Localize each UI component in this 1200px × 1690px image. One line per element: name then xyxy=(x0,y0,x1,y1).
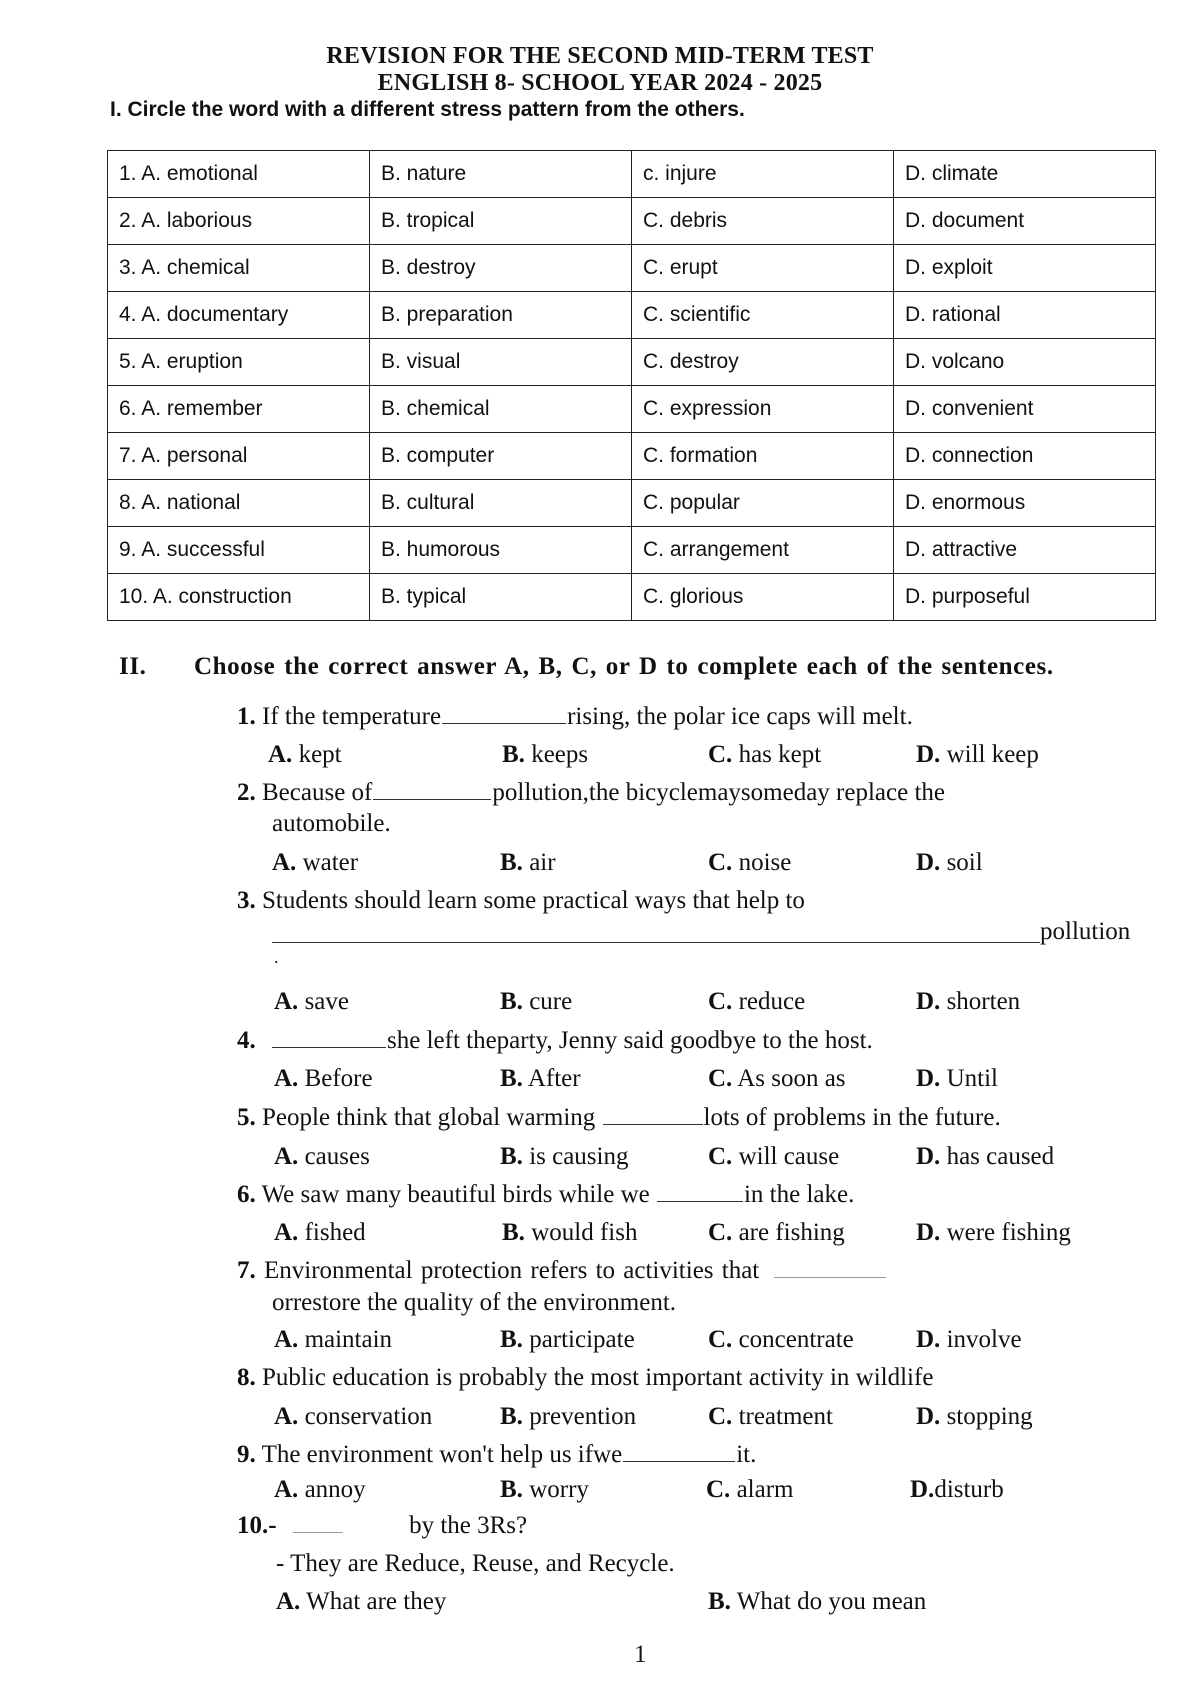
option-c[interactable]: C. noise xyxy=(708,849,792,876)
question-number: 2. xyxy=(237,779,256,806)
option-b[interactable]: B. is causing xyxy=(500,1143,629,1170)
question-8 xyxy=(237,1364,933,1392)
option-c[interactable]: C. has kept xyxy=(708,741,822,768)
option-b[interactable]: B. participate xyxy=(500,1326,635,1353)
question-9 xyxy=(237,1441,756,1469)
option-c[interactable]: C. alarm xyxy=(706,1476,794,1503)
option-a[interactable]: A. annoy xyxy=(274,1476,366,1503)
option-c[interactable]: C. are fishing xyxy=(708,1219,845,1246)
question-5 xyxy=(237,1104,1001,1132)
answer-blank[interactable] xyxy=(373,798,491,800)
option-d[interactable]: D. Until xyxy=(916,1065,998,1092)
table-cell[interactable]: B. computer xyxy=(370,433,632,480)
table-cell[interactable]: 8. A. national xyxy=(108,480,370,527)
question-number: 7. xyxy=(237,1257,256,1284)
option-b[interactable]: B. worry xyxy=(500,1476,589,1503)
option-a[interactable]: A. maintain xyxy=(274,1326,393,1353)
question-10 xyxy=(237,1512,527,1540)
option-b[interactable]: B. What do you mean xyxy=(708,1588,927,1615)
table-cell[interactable]: 1. A. emotional xyxy=(108,151,370,198)
option-a[interactable]: A. fished xyxy=(274,1219,366,1246)
option-d[interactable]: D.disturb xyxy=(910,1476,1004,1503)
question-text: If the temperature xyxy=(262,703,442,730)
question-number: 1. xyxy=(237,703,256,730)
table-cell[interactable]: 5. A. eruption xyxy=(108,339,370,386)
option-d[interactable]: D. has caused xyxy=(916,1143,1055,1170)
option-d[interactable]: D. shorten xyxy=(916,988,1021,1015)
question-text-continued: automobile. xyxy=(272,810,391,837)
table-cell[interactable]: 6. A. remember xyxy=(108,386,370,433)
table-cell[interactable]: c. injure xyxy=(632,151,894,198)
option-a[interactable]: A. conservation xyxy=(274,1403,433,1430)
table-row xyxy=(108,480,1156,527)
table-cell[interactable]: C. arrangement xyxy=(632,527,894,574)
question-text: Environmental protection refers to activities that xyxy=(264,1257,760,1284)
table-row xyxy=(108,339,1156,386)
table-cell[interactable]: C. expression xyxy=(632,386,894,433)
table-row xyxy=(108,386,1156,433)
table-row xyxy=(108,433,1156,480)
table-cell[interactable]: D. rational xyxy=(894,292,1156,339)
table-cell[interactable]: C. popular xyxy=(632,480,894,527)
answer-blank[interactable] xyxy=(623,1460,735,1462)
stress-table xyxy=(107,150,1156,621)
answer-blank[interactable] xyxy=(774,1276,886,1278)
question-text: Public education is probably the most important activity in wildlife xyxy=(262,1364,934,1391)
option-b[interactable]: B. cure xyxy=(500,988,573,1015)
table-row xyxy=(108,198,1156,245)
table-cell[interactable]: 10. A. construction xyxy=(108,574,370,621)
question-text: lots of problems in the future. xyxy=(703,1104,1001,1131)
doc-title: REVISION FOR THE SECOND MID-TERM TEST xyxy=(326,43,874,69)
answer-blank[interactable] xyxy=(293,1531,343,1533)
question-text: rising, the polar ice caps will melt. xyxy=(567,703,913,730)
table-cell[interactable]: B. nature xyxy=(370,151,632,198)
page-number: 1 xyxy=(634,1641,647,1668)
answer-blank[interactable] xyxy=(272,942,1040,943)
table-cell[interactable]: D. exploit xyxy=(894,245,1156,292)
question-6 xyxy=(237,1181,854,1209)
table-cell[interactable]: B. cultural xyxy=(370,480,632,527)
option-a[interactable]: A. What are they xyxy=(276,1588,447,1615)
question-text: Students should learn some practical ways that help to xyxy=(262,887,805,914)
table-cell[interactable]: 2. A. laborious xyxy=(108,198,370,245)
table-cell[interactable]: D. purposeful xyxy=(894,574,1156,621)
question-number: 3. xyxy=(237,887,256,914)
table-cell[interactable]: B. humorous xyxy=(370,527,632,574)
answer-blank[interactable] xyxy=(272,1046,386,1048)
question-text: The environment won't help us ifwe xyxy=(261,1441,623,1468)
question-text: We saw many beautiful birds while we xyxy=(261,1181,650,1208)
table-cell[interactable]: D. enormous xyxy=(894,480,1156,527)
table-cell[interactable]: B. visual xyxy=(370,339,632,386)
question-number: 4. xyxy=(237,1027,256,1054)
question-number: 10.- xyxy=(237,1512,277,1539)
table-cell[interactable]: 3. A. chemical xyxy=(108,245,370,292)
question-7 xyxy=(237,1257,886,1285)
table-cell[interactable]: D. attractive xyxy=(894,527,1156,574)
table-row xyxy=(108,151,1156,198)
option-b[interactable]: B. After xyxy=(500,1065,581,1092)
question-text-continued: orrestore the quality of the environment. xyxy=(272,1289,677,1316)
table-row xyxy=(108,574,1156,621)
option-d[interactable]: D. were fishing xyxy=(916,1219,1071,1246)
question-answer-text: - They are Reduce, Reuse, and Recycle. xyxy=(276,1550,675,1577)
question-3 xyxy=(237,887,805,915)
table-cell[interactable]: C. destroy xyxy=(632,339,894,386)
option-c[interactable]: C. treatment xyxy=(708,1403,833,1430)
option-d[interactable]: D. soil xyxy=(916,849,983,876)
table-cell[interactable]: B. preparation xyxy=(370,292,632,339)
table-cell[interactable]: C. scientific xyxy=(632,292,894,339)
option-b[interactable]: B. prevention xyxy=(500,1403,637,1430)
answer-blank[interactable] xyxy=(657,1200,743,1202)
question-number: 9. xyxy=(237,1441,256,1468)
question-number: 5. xyxy=(237,1104,256,1131)
question-1 xyxy=(237,703,913,731)
table-cell[interactable]: C. debris xyxy=(632,198,894,245)
table-cell[interactable]: D. convenient xyxy=(894,386,1156,433)
table-cell[interactable]: C. erupt xyxy=(632,245,894,292)
table-cell[interactable]: B. chemical xyxy=(370,386,632,433)
option-b[interactable]: B. keeps xyxy=(502,741,589,768)
question-text: it. xyxy=(736,1441,757,1468)
option-a[interactable]: A. kept xyxy=(268,741,342,768)
option-c[interactable]: C. will cause xyxy=(708,1143,840,1170)
question-number: 8. xyxy=(237,1364,256,1391)
table-row xyxy=(108,292,1156,339)
question-4 xyxy=(237,1027,873,1055)
option-b[interactable]: B. would fish xyxy=(502,1219,638,1246)
table-cell[interactable]: C. glorious xyxy=(632,574,894,621)
question-text: pollution,the bicyclemaysomeday replace the xyxy=(492,779,945,806)
table-cell[interactable]: D. connection xyxy=(894,433,1156,480)
question-text: . xyxy=(274,947,279,967)
question-text: pollution xyxy=(1040,918,1131,945)
question-2 xyxy=(237,779,945,807)
table-cell[interactable]: 7. A. personal xyxy=(108,433,370,480)
option-c[interactable]: C. As soon as xyxy=(708,1065,846,1092)
option-b[interactable]: B. air xyxy=(500,849,556,876)
table-cell[interactable]: D. volcano xyxy=(894,339,1156,386)
option-c[interactable]: C. reduce xyxy=(708,988,806,1015)
section2-number: II. xyxy=(119,653,147,680)
doc-subtitle: ENGLISH 8- SCHOOL YEAR 2024 - 2025 xyxy=(377,70,823,96)
table-cell[interactable]: C. formation xyxy=(632,433,894,480)
table-cell[interactable]: B. typical xyxy=(370,574,632,621)
question-number: 6. xyxy=(237,1181,256,1208)
table-cell[interactable]: B. tropical xyxy=(370,198,632,245)
question-text: People think that global warming xyxy=(262,1104,596,1131)
option-a[interactable]: A. Before xyxy=(274,1065,373,1092)
question-text: by the 3Rs? xyxy=(409,1512,528,1539)
option-d[interactable]: D. stopping xyxy=(916,1403,1033,1430)
table-cell[interactable]: 4. A. documentary xyxy=(108,292,370,339)
answer-blank[interactable] xyxy=(603,1123,703,1125)
table-cell[interactable]: D. climate xyxy=(894,151,1156,198)
option-a[interactable]: A. water xyxy=(272,849,359,876)
table-cell[interactable]: D. document xyxy=(894,198,1156,245)
option-d[interactable]: D. will keep xyxy=(916,741,1039,768)
option-d[interactable]: D. involve xyxy=(916,1326,1022,1353)
section2-heading: Choose the correct answer A, B, C, or D to complete each of the sentences. xyxy=(194,653,1054,680)
question-text: Because of xyxy=(262,779,373,806)
option-c[interactable]: C. concentrate xyxy=(708,1326,854,1353)
question-text: she left theparty, Jenny said goodbye to the host. xyxy=(387,1027,873,1054)
question-text: in the lake. xyxy=(743,1181,855,1208)
table-row xyxy=(108,245,1156,292)
section1-heading: I. Circle the word with a different stress pattern from the others. xyxy=(110,98,745,121)
answer-blank[interactable] xyxy=(442,722,566,724)
table-cell[interactable]: B. destroy xyxy=(370,245,632,292)
option-a[interactable]: A. causes xyxy=(274,1143,370,1170)
table-row xyxy=(108,527,1156,574)
option-a[interactable]: A. save xyxy=(274,988,349,1015)
table-cell[interactable]: 9. A. successful xyxy=(108,527,370,574)
